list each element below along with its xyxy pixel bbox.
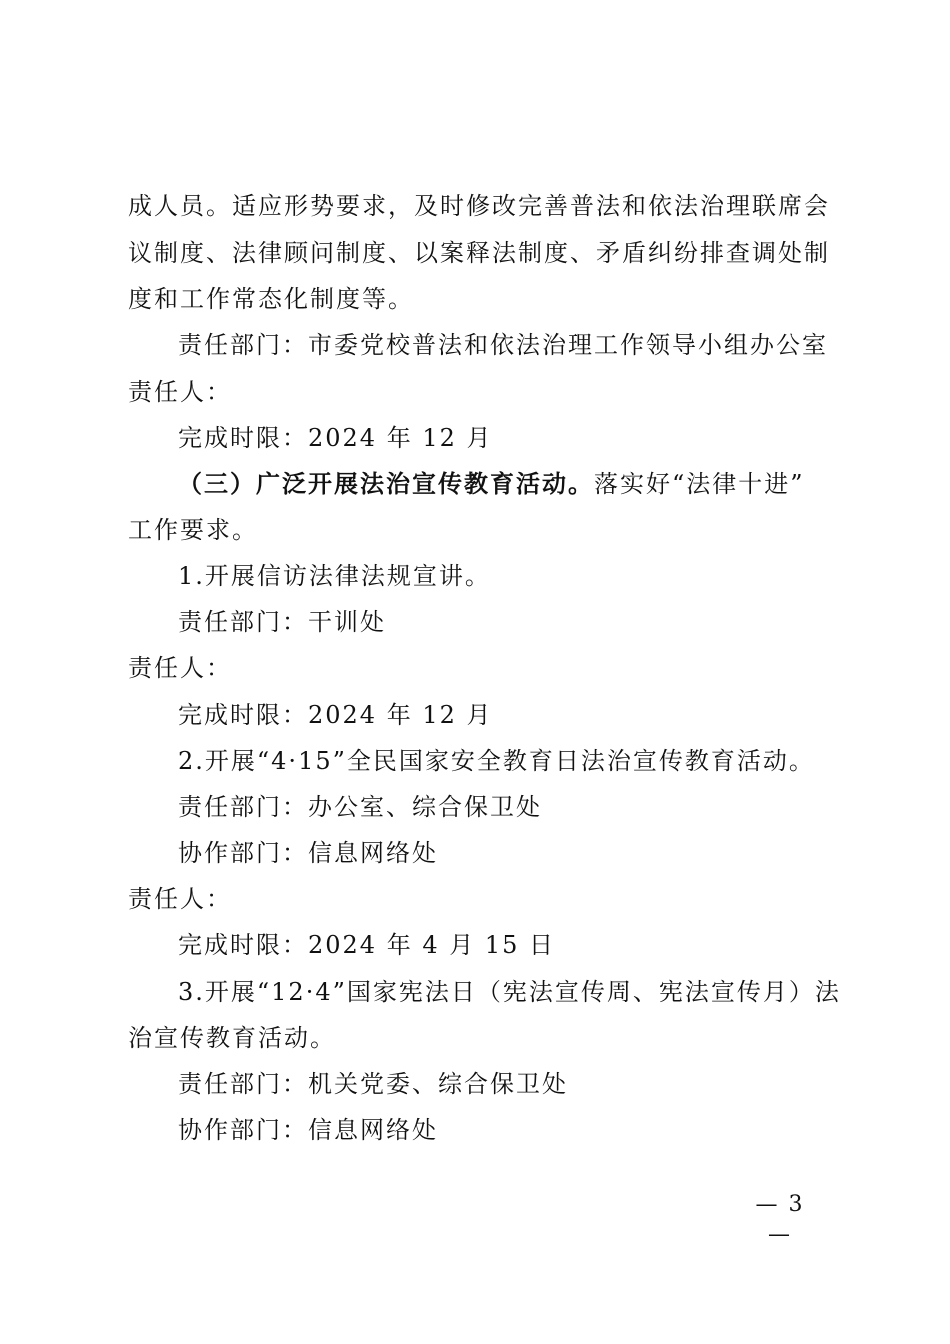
responsible-department: 责任部门：机关党委、综合保卫处 [178,1070,568,1098]
section-heading-text: 落实好“法律十进” [594,470,805,498]
deadline: 完成时限：2024 年 12 月 [178,701,493,729]
page-number: — 3 — [755,1192,805,1247]
deadline: 完成时限：2024 年 12 月 [178,424,493,452]
responsible-department: 责任部门：市委党校普法和依法治理工作领导小组办公室 [178,331,828,359]
body-text-line: 治宣传教育活动。 [128,1024,336,1052]
body-text-line: 工作要求。 [128,516,258,544]
responsible-department: 责任部门：干训处 [178,608,386,636]
task-item: 3.开展“12·4”国家宪法日（宪法宣传周、宪法宣传月）法 [178,978,841,1006]
deadline: 完成时限：2024 年 4 月 15 日 [178,931,556,959]
responsible-person: 责任人： [128,885,232,913]
body-text-line: 议制度、法律顾问制度、以案释法制度、矛盾纠纷排查调处制 [128,239,830,267]
cooperating-department: 协作部门：信息网络处 [178,839,438,867]
responsible-department: 责任部门：办公室、综合保卫处 [178,793,542,821]
body-text-line: 度和工作常态化制度等。 [128,285,414,313]
cooperating-department: 协作部门：信息网络处 [178,1116,438,1144]
responsible-person: 责任人： [128,654,232,682]
body-text-line: 成人员。适应形势要求，及时修改完善普法和依法治理联席会 [128,192,830,220]
task-item: 2.开展“4·15”全民国家安全教育日法治宣传教育活动。 [178,747,815,775]
section-heading-title: （三）广泛开展法治宣传教育活动。 [178,469,594,498]
task-item: 1.开展信访法律法规宣讲。 [178,562,491,590]
responsible-person: 责任人： [128,378,232,406]
section-heading [178,466,838,502]
